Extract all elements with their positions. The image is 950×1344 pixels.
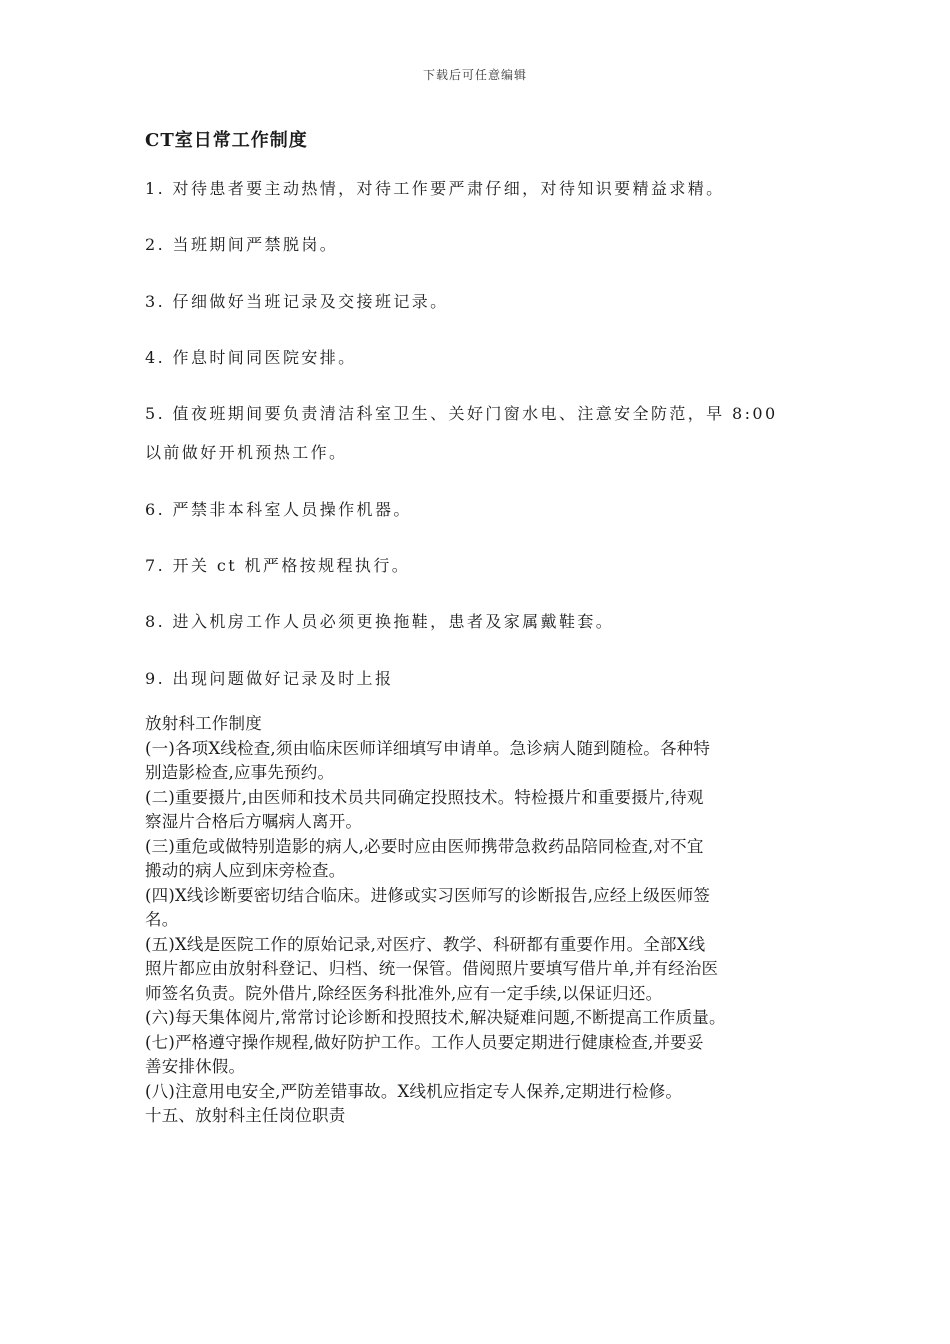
radiology-rules-section	[145, 712, 815, 1129]
paragraph-line: (三)重危或做特别造影的病人,必要时应由医师携带急救药品陪同检查,对不宜	[145, 836, 704, 856]
rule-item-7: 7. 开关 ct 机严格按规程执行。	[145, 556, 411, 575]
paragraph-line: 照片都应由放射科登记、归档、统一保管。借阅照片要填写借片单,并有经治医	[145, 959, 719, 978]
paragraph-line: 名。	[145, 910, 179, 929]
rule-item-2: 2. 当班期间严禁脱岗。	[145, 235, 339, 254]
paragraph-line: (二)重要摄片,由医师和技术员共同确定投照技术。特检摄片和重要摄片,待观	[145, 787, 704, 807]
section-heading: 放射科工作制度	[145, 714, 262, 733]
rule-item-5: 5. 值夜班期间要负责清洁科室卫生、关好门窗水电、注意安全防范，早 8:00	[145, 404, 778, 423]
paragraph-line: (四)X线诊断要密切结合临床。进修或实习医师写的诊断报告,应经上级医师签	[145, 885, 711, 905]
section-heading-next: 十五、放射科主任岗位职责	[145, 1106, 346, 1125]
paragraph-line: (五)X线是医院工作的原始记录,对医疗、教学、科研都有重要作用。全部X线	[145, 934, 706, 954]
rule-item-8: 8. 进入机房工作人员必须更换拖鞋，患者及家属戴鞋套。	[145, 612, 615, 631]
paragraph-line: (八)注意用电安全,严防差错事故。X线机应指定专人保养,定期进行检修。	[145, 1081, 683, 1101]
paragraph-line: 师签名负责。院外借片,除经医务科批准外,应有一定手续,以保证归还。	[145, 983, 663, 1003]
paragraph-line: 别造影检查,应事先预约。	[145, 763, 335, 782]
page-header: 下载后可任意编辑	[422, 68, 527, 82]
rule-item-5-continued: 以前做好开机预热工作。	[145, 443, 348, 462]
paragraph-line: 善安排休假。	[145, 1057, 246, 1076]
paragraph-line: (一)各项X线检查,须由临床医师详细填写申请单。急诊病人随到随检。各种特	[145, 738, 711, 758]
document-title: CT室日常工作制度	[145, 130, 308, 151]
paragraph-line: 搬动的病人应到床旁检查。	[145, 861, 346, 880]
paragraph-line: 察湿片合格后方嘱病人离开。	[145, 812, 363, 831]
paragraph-line: (七)严格遵守操作规程,做好防护工作。工作人员要定期进行健康检查,并要妥	[145, 1032, 704, 1052]
paragraph-line: (六)每天集体阅片,常常讨论诊断和投照技术,解决疑难问题,不断提高工作质量。	[145, 1008, 726, 1027]
rule-item-4: 4. 作息时间同医院安排。	[145, 348, 357, 367]
rule-item-6: 6. 严禁非本科室人员操作机器。	[145, 500, 412, 519]
rule-item-1: 1. 对待患者要主动热情，对待工作要严肃仔细，对待知识要精益求精。	[145, 179, 725, 198]
rule-item-9: 9. 出现问题做好记录及时上报	[145, 669, 394, 688]
rule-item-3: 3. 仔细做好当班记录及交接班记录。	[145, 292, 449, 311]
